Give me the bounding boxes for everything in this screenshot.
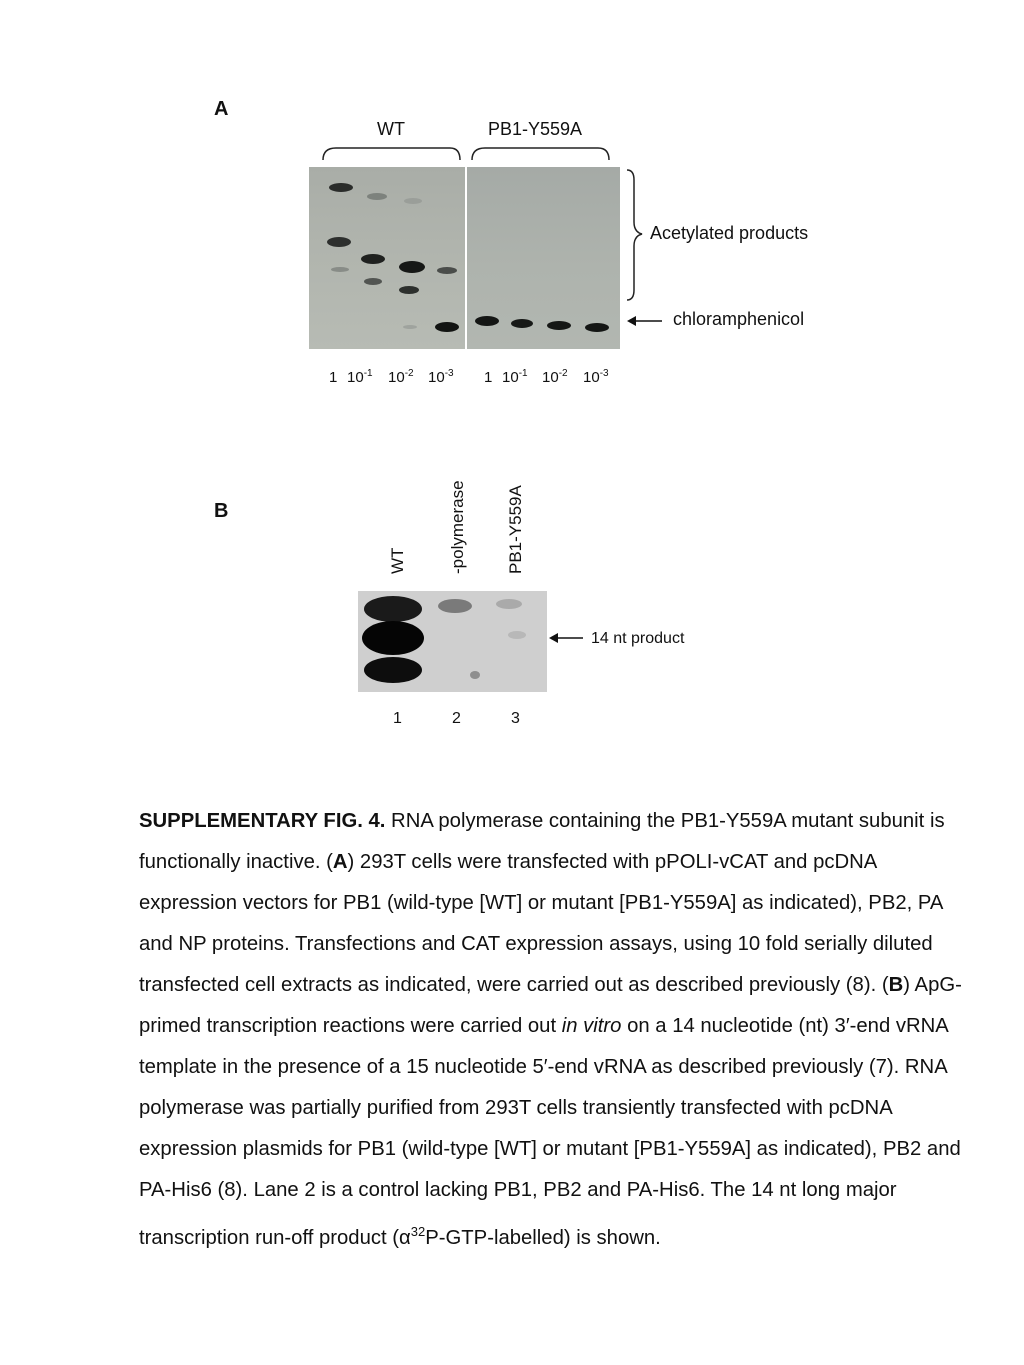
lane-number: 3 [511, 710, 520, 727]
dilution-label: $10^{-1}$ [502, 368, 528, 386]
panel-b-letter: B [214, 500, 229, 522]
caption-title: SUPPLEMENTARY FIG. 4. [139, 810, 386, 832]
dilution-label: 1 [329, 369, 338, 386]
gel-a-wt [309, 167, 465, 349]
label-chloramphenicol: chloramphenicol [673, 309, 805, 329]
product-arrow-icon [549, 631, 585, 645]
acetylated-brace [624, 168, 648, 302]
lane-label-wt: WT [388, 547, 407, 574]
lane-label-mutant: PB1-Y559A [506, 485, 525, 574]
panel-a-letter: A [214, 98, 229, 120]
dilution-label: $10^{-3}$ [428, 368, 454, 386]
group-label-wt: WT [377, 119, 405, 139]
lane-number: 2 [452, 710, 461, 727]
chloramphenicol-arrow-icon [627, 314, 663, 328]
dilution-label: $10^{-1}$ [347, 368, 373, 386]
gel-a-mutant [467, 167, 620, 349]
dilution-label: $10^{-2}$ [388, 368, 414, 386]
group-braces [318, 140, 618, 164]
gel-b [358, 591, 547, 692]
dilution-label: $10^{-3}$ [583, 368, 609, 386]
dilution-label: $10^{-2}$ [542, 368, 568, 386]
lane-label-no-polymerase: -polymerase [448, 480, 467, 574]
group-label-mutant: PB1-Y559A [488, 119, 583, 139]
figure-caption: SUPPLEMENTARY FIG. 4. RNA polymerase containing the PB1-Y559A mutant subunit is functionally inactive. (A) 293T cells were transfected with pPOLI-vCAT and pcDNA expression vectors for PB1 (wild-type [WT] or mutant [PB1-Y559A] as indicated), PB2, PA and NP proteins. Transfections and CAT expression assays, using 10 fold serially diluted transfected cell extracts as indicated, were carried out as described previously (8). (B) ApG-primed transcription reactions were carried out in vitro on a 14 nucleotide (nt) 3′-end vRNA template in the presence of a 15 nucleotide 5′-end vRNA as described previously (7). RNA polymerase was partially purified from 293T cells transiently transfected with pcDNA expression plasmids for PB1 (wild-type [WT] or mutant [PB1-Y559A] as indicated), PB2 and PA-His6 (8). Lane 2 is a control lacking PB1, PB2 and PA-His6. The 14 nt long major transcription run-off product $(\alpha^{32}P-GTP-labelled)$ is shown. [139, 810, 962, 1249]
label-acetylated-products: Acetylated products [650, 223, 809, 243]
label-14nt-product: 14 nt product [591, 630, 685, 647]
lane-number: 1 [393, 710, 402, 727]
dilution-label: 1 [484, 369, 493, 386]
